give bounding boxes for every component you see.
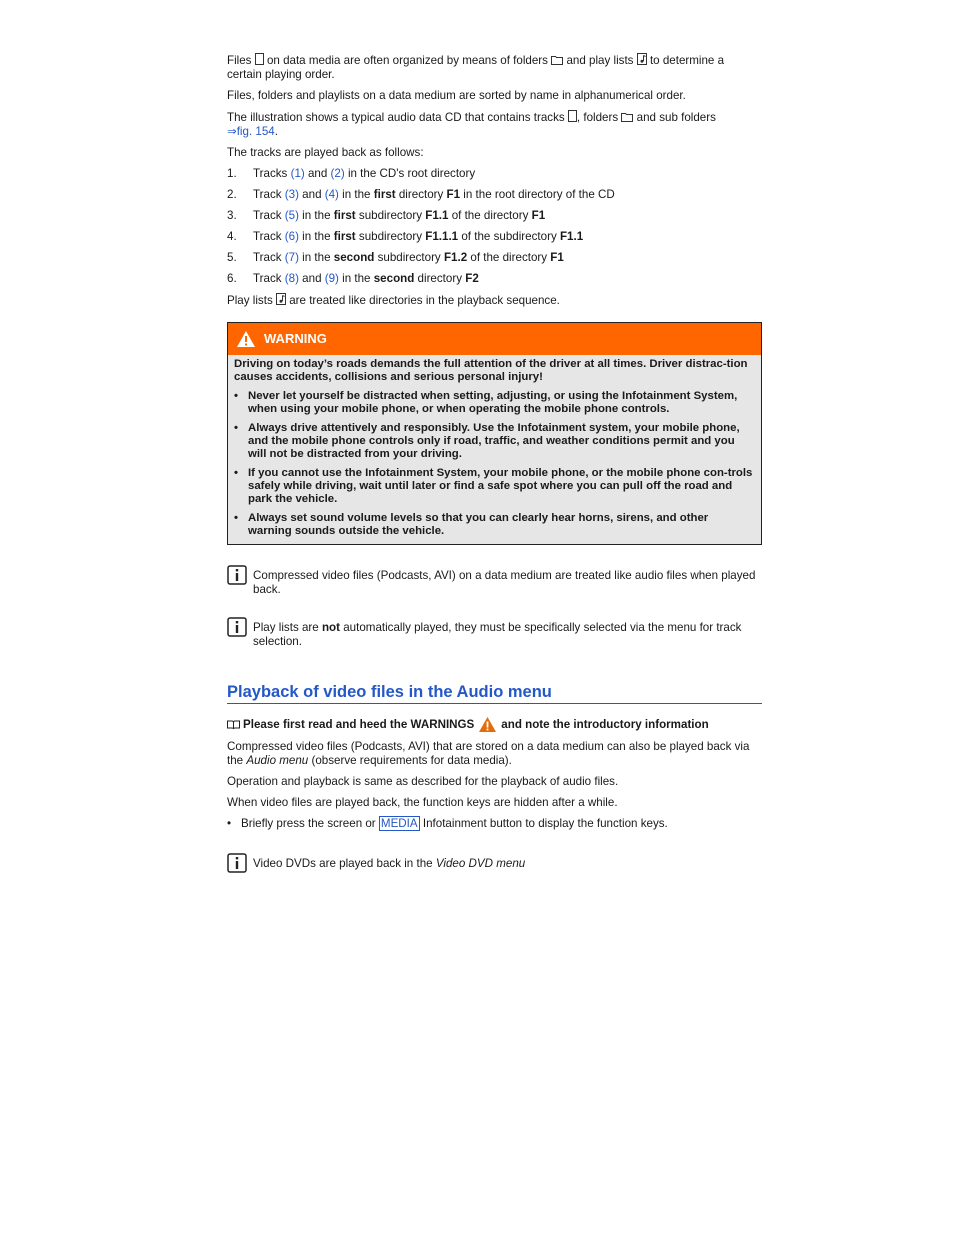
manual-page <box>227 53 762 873</box>
step-text: Tracks (1) and (2) in the CD's root directory <box>253 167 476 180</box>
step-number: 2. <box>227 188 237 201</box>
playback-step <box>227 251 762 265</box>
section-paragraph-2: Operation and playback is same as described for the playback of audio files. <box>227 775 619 788</box>
warning-triangle-icon <box>478 716 497 733</box>
folder-icon <box>551 55 563 65</box>
step-text: Track (5) in the first subdirectory F1.1 of the directory F1 <box>253 209 546 222</box>
track-ref[interactable]: (4) <box>324 188 339 201</box>
playback-step <box>227 188 762 202</box>
track-ref[interactable]: (9) <box>324 272 339 285</box>
intro-paragraph-3: The illustration shows a typical audio data CD that contains tracks , folders and sub folders ⇒fig. 154. <box>227 111 716 138</box>
step-number: 5. <box>227 251 237 264</box>
read-warnings-hint: Please first read and heed the WARNINGS and note the introductory information <box>227 716 762 733</box>
warning-intro: Driving on today’s roads demands the full attention of the driver at all times. Driver distrac-tion causes accidents, collisions and serious personal injury! <box>234 358 748 383</box>
file-icon <box>568 110 577 122</box>
playback-step <box>227 209 762 223</box>
book-icon <box>227 720 240 730</box>
playback-step <box>227 272 762 286</box>
intro-paragraph-2: Files, folders and playlists on a data medium are sorted by name in alphanumerical order. <box>227 89 686 102</box>
intro-paragraph-1: Files on data media are often organized by means of folders and play lists to determine a certain playing order. <box>227 54 725 81</box>
warning-bullet: • Never let yourself be distracted when setting, adjusting, or using the Infotainment System, when using your mobile phone, or when operating the mobile phone controls. <box>234 390 738 415</box>
instruction-bullet: • Briefly press the screen or MEDIA Infotainment button to display the function keys. <box>227 817 668 830</box>
warning-title: WARNING <box>264 331 327 346</box>
note-playlists: Play lists are not automatically played, they must be specifically selected via the menu for track selection. <box>227 617 762 649</box>
step-number: 3. <box>227 209 237 222</box>
figure-link[interactable]: ⇒fig. 154 <box>227 125 275 138</box>
info-note-icon <box>227 565 247 585</box>
warning-bullet: • Always set sound volume levels so that you can clearly hear horns, sirens, and other warning sounds outside the vehicle. <box>234 512 709 537</box>
track-ref[interactable]: (2) <box>330 167 345 180</box>
playlists-note: Play lists are treated like directories in the playback sequence. <box>227 294 560 307</box>
playback-step <box>227 230 762 244</box>
file-icon <box>255 53 264 65</box>
track-ref[interactable]: (8) <box>284 272 299 285</box>
track-ref[interactable]: (5) <box>284 209 299 222</box>
note-video-files: Compressed video files (Podcasts, AVI) on a data medium are treated like audio files when played back. <box>227 565 762 597</box>
playlist-icon <box>637 53 647 65</box>
section-paragraph-3: When video files are played back, the function keys are hidden after a while. <box>227 796 618 809</box>
folder-icon <box>621 112 633 122</box>
warning-bullet: • Always drive attentively and responsibly. Use the Infotainment system, your mobile phone, and the mobile phone controls only if road, traffic, and weather conditions permit and you will not be distracted from your driving. <box>234 422 740 460</box>
step-text: Track (6) in the first subdirectory F1.1.1 of the subdirectory F1.1 <box>253 230 584 243</box>
step-number: 4. <box>227 230 237 243</box>
media-button-label: MEDIA <box>380 817 418 830</box>
warning-body <box>228 355 761 544</box>
track-ref[interactable]: (7) <box>284 251 299 264</box>
warning-bullet: • If you cannot use the Infotainment System, your mobile phone, or the mobile phone con-trols safely while driving, wait until later or find a safe spot where you can pull off the road and park the vehicle. <box>234 467 753 505</box>
step-text: Track (7) in the second subdirectory F1.2 of the directory F1 <box>253 251 564 264</box>
section-paragraph-1: Compressed video files (Podcasts, AVI) that are stored on a data medium can also be played back via the Audio menu (observe requirements for data media). <box>227 740 750 767</box>
warning-box <box>227 322 762 545</box>
step-text: Track (3) and (4) in the first directory F1 in the root directory of the CD <box>253 188 615 201</box>
section-heading: Playback of video files in the Audio menu <box>227 685 762 704</box>
step-text: Track (8) and (9) in the second directory F2 <box>253 272 479 285</box>
warning-triangle-icon <box>236 330 256 348</box>
step-number: 6. <box>227 272 237 285</box>
info-note-icon <box>227 617 247 637</box>
playback-order-list <box>227 167 762 286</box>
playback-step <box>227 167 762 181</box>
track-ref[interactable]: (1) <box>290 167 305 180</box>
step-number: 1. <box>227 167 237 180</box>
warning-header <box>228 323 761 355</box>
note-video-dvd: Video DVDs are played back in the Video DVD menu <box>227 853 762 873</box>
intro-paragraph-4: The tracks are played back as follows: <box>227 146 424 159</box>
playlist-icon <box>276 293 286 305</box>
info-note-icon <box>227 853 247 873</box>
track-ref[interactable]: (6) <box>284 230 299 243</box>
track-ref[interactable]: (3) <box>284 188 299 201</box>
